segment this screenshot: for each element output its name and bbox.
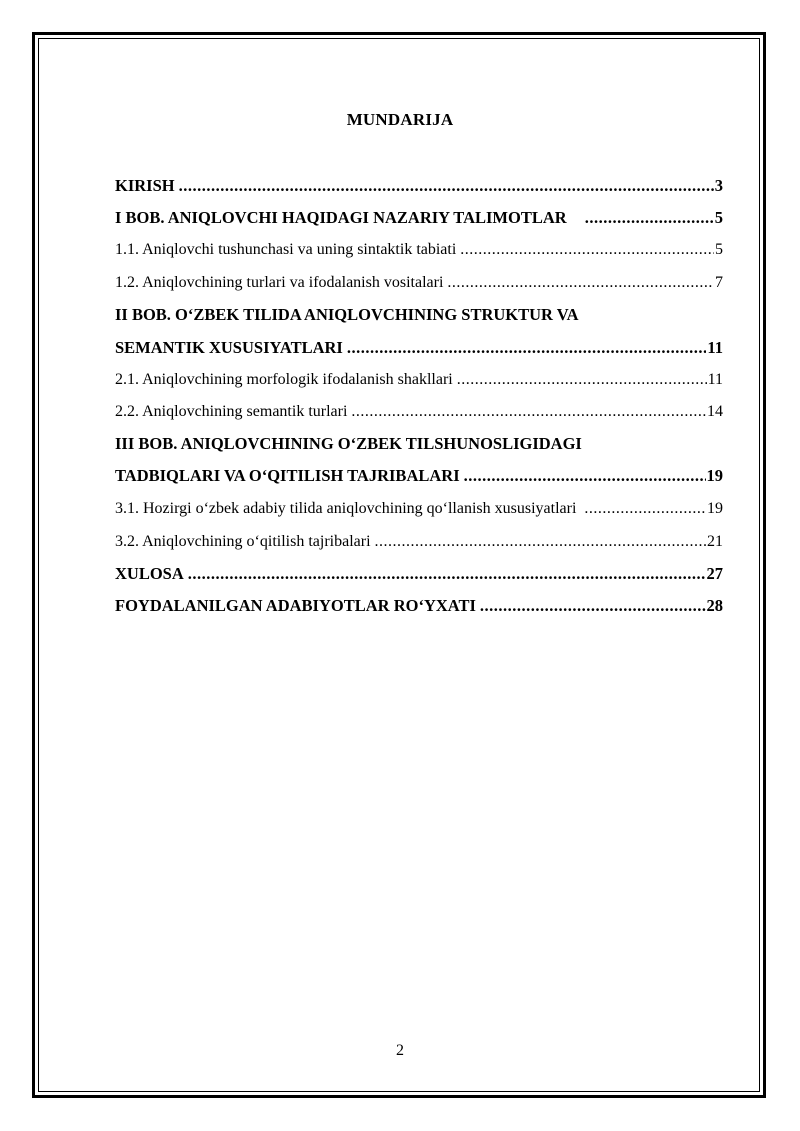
toc-entry-kirish[interactable] xyxy=(115,176,723,196)
toc-entry-label: KIRISH xyxy=(115,176,175,195)
toc-entry-adabiyotlar[interactable] xyxy=(115,596,723,616)
toc-entry-3-1[interactable] xyxy=(115,499,723,519)
toc-entry-label: 2.2. Aniqlovchining semantik turlari xyxy=(115,403,348,420)
toc-leader xyxy=(585,208,714,228)
toc-entry-page: 21 xyxy=(707,533,723,550)
toc-entry-label: FOYDALANILGAN ADABIYOTLAR RO‘YXATI xyxy=(115,596,476,615)
toc-entry-page: 14 xyxy=(707,403,723,420)
toc-entry-bob2[interactable] xyxy=(115,338,723,358)
toc-leader xyxy=(179,176,714,196)
toc-entry-page: 11 xyxy=(707,338,723,357)
toc-entry-2-2[interactable] xyxy=(115,402,723,422)
toc-entry-label: SEMANTIK XUSUSIYATLARI xyxy=(115,338,343,357)
toc-entry-bob3-line1: III BOB. ANIQLOVCHINING O‘ZBEK TILSHUNOSLIGIDAGI xyxy=(115,434,582,453)
toc-entry-2-1[interactable] xyxy=(115,370,723,390)
toc-leader xyxy=(447,273,714,293)
toc-entry-bob1[interactable] xyxy=(115,208,723,228)
toc-entry-label: 2.1. Aniqlovchining morfologik ifodalanish shakllari xyxy=(115,371,453,388)
toc-entry-label: 1.2. Aniqlovchining turlari va ifodalanish vositalari xyxy=(115,274,444,291)
toc-leader xyxy=(351,402,706,422)
toc-leader xyxy=(460,240,714,260)
toc-entry-label: 1.1. Aniqlovchi tushunchasi va uning sintaktik tabiati xyxy=(115,241,457,258)
toc-title: MUNDARIJA xyxy=(346,110,454,129)
toc-entry-xulosa[interactable] xyxy=(115,564,723,584)
toc-entry-page: 11 xyxy=(707,371,723,388)
toc-entry-label: 3.2. Aniqlovchining o‘qitilish tajribalari xyxy=(115,533,371,550)
toc-entry-page: 7 xyxy=(715,274,723,291)
toc-entry-label: TADBIQLARI VA O‘QITILISH TAJRIBALARI xyxy=(115,466,460,485)
toc-entry-label: XULOSA xyxy=(115,564,184,583)
toc-leader xyxy=(188,564,706,584)
toc-entry-1-2[interactable] xyxy=(115,273,723,293)
toc-entry-label: 3.1. Hozirgi o‘zbek adabiy tilida aniqlovchining qo‘llanish xususiyatlari xyxy=(115,500,577,517)
toc-entry-page: 19 xyxy=(707,500,723,517)
toc-leader xyxy=(457,370,707,390)
toc-entry-bob3[interactable] xyxy=(115,466,723,486)
page-number: 2 xyxy=(396,1042,404,1059)
toc-entry-page: 5 xyxy=(714,208,723,227)
toc-entry-label: I BOB. ANIQLOVCHI HAQIDAGI NAZARIY TALIMOTLAR xyxy=(115,208,567,227)
toc-entry-page: 3 xyxy=(714,176,723,195)
toc-entry-page: 19 xyxy=(706,466,723,485)
toc-leader xyxy=(375,532,706,552)
toc-leader xyxy=(480,596,706,616)
toc-entry-page: 5 xyxy=(715,241,723,258)
toc-entry-3-2[interactable] xyxy=(115,532,723,552)
toc-leader xyxy=(464,466,706,486)
toc-leader xyxy=(347,338,707,358)
toc-entry-page: 27 xyxy=(706,564,723,583)
toc-entry-page: 28 xyxy=(706,596,723,615)
toc-leader xyxy=(584,499,706,519)
toc-entry-bob2-line1: II BOB. O‘ZBEK TILIDA ANIQLOVCHINING STRUKTUR VA xyxy=(115,305,579,324)
toc-entry-1-1[interactable] xyxy=(115,240,723,260)
